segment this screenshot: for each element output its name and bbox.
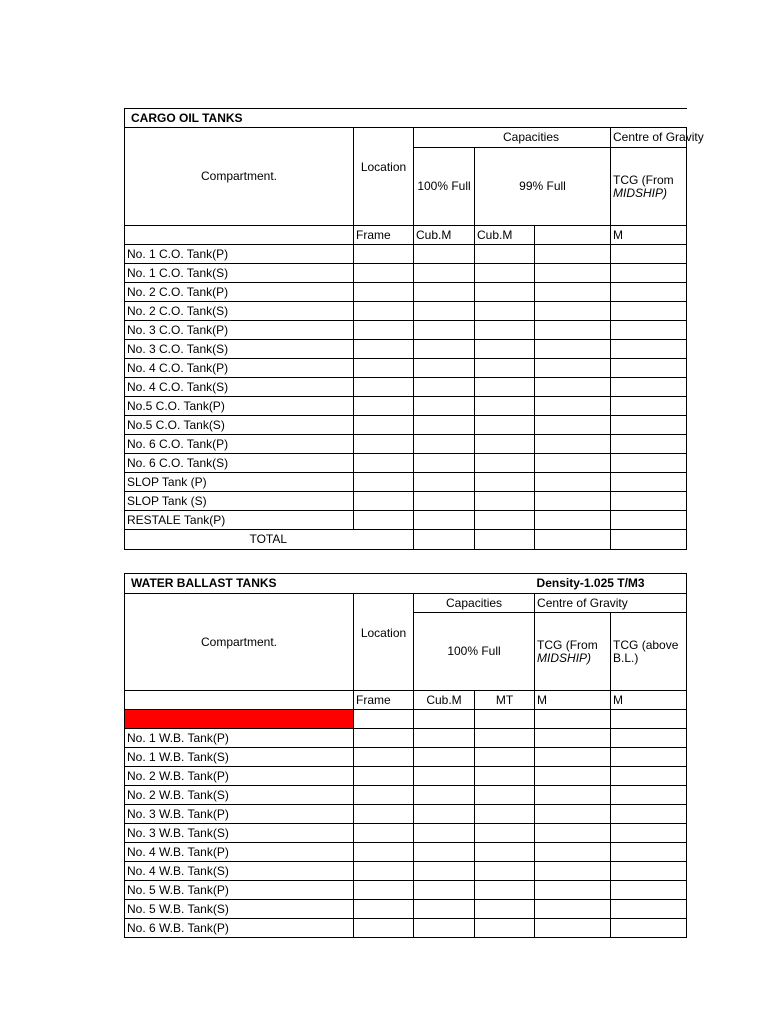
cap-cell-2[interactable] (475, 435, 535, 454)
cap-cell-2[interactable] (475, 786, 535, 805)
cg-cell-1[interactable] (535, 378, 611, 397)
cg-cell-2[interactable] (611, 805, 687, 824)
cargo-99-full-header: 99% Full (475, 148, 611, 226)
cg-cell-1[interactable] (535, 416, 611, 435)
table-row (125, 767, 687, 786)
cg-cell-1[interactable] (535, 454, 611, 473)
table-row (125, 862, 687, 881)
compartment-name: No. 6 C.O. Tank(P) (125, 435, 354, 454)
water-ballast-tanks-table (124, 573, 687, 938)
location-cell[interactable] (354, 359, 414, 378)
cap-cell-1[interactable] (414, 302, 475, 321)
cg-cell-1[interactable] (535, 302, 611, 321)
water-ballast-tanks-sheet (124, 573, 686, 938)
table-row (125, 340, 687, 359)
location-cell[interactable] (354, 881, 414, 900)
table-row (125, 805, 687, 824)
cg-cell-2[interactable] (611, 729, 687, 748)
cargo-unit-cubm-99: Cub.M (475, 226, 535, 245)
cap-cell-1[interactable] (414, 473, 475, 492)
cg-cell-2[interactable] (611, 824, 687, 843)
table-row (125, 397, 687, 416)
ballast-tcg-from-header (535, 613, 611, 691)
location-cell[interactable] (354, 473, 414, 492)
cap-cell-2[interactable] (475, 492, 535, 511)
table-row (125, 378, 687, 397)
cap-cell-2[interactable] (475, 824, 535, 843)
compartment-name: RESTALE Tank(P) (125, 511, 354, 530)
ballast-tcg-above-header: TCG (above B.L.) (611, 613, 687, 691)
cap-cell-2[interactable] (475, 511, 535, 530)
cg-cell-2[interactable] (611, 492, 687, 511)
table-row (125, 729, 687, 748)
cap-cell-1[interactable] (414, 805, 475, 824)
cg-cell-2[interactable] (611, 435, 687, 454)
table-row (125, 786, 687, 805)
ballast-100-full-header: 100% Full (414, 613, 535, 691)
cap-cell-1[interactable] (414, 245, 475, 264)
table-row (125, 473, 687, 492)
cargo-tcg-from-label: TCG (From (613, 172, 674, 187)
location-cell[interactable] (354, 919, 414, 938)
table-row (125, 492, 687, 511)
cap-cell-2[interactable] (475, 454, 535, 473)
cap-cell-1[interactable] (414, 881, 475, 900)
compartment-name: No. 2 W.B. Tank(P) (125, 767, 354, 786)
table-row (125, 435, 687, 454)
cap-cell-1[interactable] (414, 283, 475, 302)
location-cell[interactable] (354, 805, 414, 824)
compartment-name: No. 3 C.O. Tank(S) (125, 340, 354, 359)
cargo-total-location (354, 530, 414, 550)
location-cell[interactable] (354, 900, 414, 919)
location-cell[interactable] (354, 397, 414, 416)
compartment-name: No. 3 W.B. Tank(S) (125, 824, 354, 843)
cg-cell-2[interactable] (611, 862, 687, 881)
cap-cell-1[interactable] (414, 397, 475, 416)
compartment-name: No. 4 C.O. Tank(P) (125, 359, 354, 378)
cargo-unit-blank-2 (535, 226, 611, 245)
cap-cell-2[interactable] (475, 416, 535, 435)
ballast-tcg-from-label: TCG (From (537, 637, 598, 652)
cg-cell-2[interactable] (611, 264, 687, 283)
ballast-highlight-tcg-above[interactable] (611, 710, 687, 729)
location-cell[interactable] (354, 824, 414, 843)
cg-cell-1[interactable] (535, 340, 611, 359)
compartment-name: No. 3 C.O. Tank(P) (125, 321, 354, 340)
cg-cell-1[interactable] (535, 283, 611, 302)
location-cell[interactable] (354, 786, 414, 805)
cargo-capacities-header: Capacities (414, 128, 611, 148)
cg-cell-1[interactable] (535, 359, 611, 378)
cg-cell-1[interactable] (535, 862, 611, 881)
cg-cell-2[interactable] (611, 748, 687, 767)
location-cell[interactable] (354, 245, 414, 264)
table-row (125, 511, 687, 530)
ballast-rows (125, 729, 687, 938)
compartment-name: No. 5 W.B. Tank(S) (125, 900, 354, 919)
cg-cell-2[interactable] (611, 900, 687, 919)
cg-cell-2[interactable] (611, 359, 687, 378)
location-cell[interactable] (354, 264, 414, 283)
cap-cell-1[interactable] (414, 919, 475, 938)
cargo-total-label: TOTAL (125, 530, 354, 550)
table-row (125, 824, 687, 843)
cargo-total-99 (475, 530, 535, 550)
table-row (125, 748, 687, 767)
cap-cell-2[interactable] (475, 378, 535, 397)
compartment-name: No. 1 C.O. Tank(S) (125, 264, 354, 283)
cg-cell-2[interactable] (611, 881, 687, 900)
cargo-table-title: CARGO OIL TANKS (125, 109, 687, 128)
cg-cell-2[interactable] (611, 473, 687, 492)
compartment-name: SLOP Tank (P) (125, 473, 354, 492)
compartment-name: No. 1 W.B. Tank(P) (125, 729, 354, 748)
cap-cell-2[interactable] (475, 321, 535, 340)
cargo-tcg-midship-label: MIDSHIP) (613, 185, 667, 200)
cap-cell-1[interactable] (414, 824, 475, 843)
cg-cell-1[interactable] (535, 767, 611, 786)
table-row (125, 264, 687, 283)
cap-cell-1[interactable] (414, 862, 475, 881)
ballast-highlight-cell[interactable] (125, 710, 354, 729)
cargo-total-blank (535, 530, 611, 550)
compartment-name: No. 4 W.B. Tank(S) (125, 862, 354, 881)
cg-cell-1[interactable] (535, 748, 611, 767)
cg-cell-1[interactable] (535, 824, 611, 843)
cap-cell-2[interactable] (475, 340, 535, 359)
table-row (125, 416, 687, 435)
cap-cell-2[interactable] (475, 397, 535, 416)
ballast-tcg-midship-label: MIDSHIP) (537, 650, 592, 665)
ballast-highlight-location[interactable] (354, 710, 414, 729)
cg-cell-1[interactable] (535, 843, 611, 862)
compartment-name: No.5 C.O. Tank(P) (125, 397, 354, 416)
cap-cell-2[interactable] (475, 843, 535, 862)
cg-cell-1[interactable] (535, 397, 611, 416)
ballast-table-title: WATER BALLAST TANKS (125, 574, 535, 594)
cargo-unit-m: M (611, 226, 687, 245)
cg-cell-2[interactable] (611, 283, 687, 302)
cap-cell-2[interactable] (475, 862, 535, 881)
cg-cell-2[interactable] (611, 511, 687, 530)
ballast-unit-cubm: Cub.M (414, 691, 475, 710)
cargo-oil-tanks-table (124, 108, 704, 550)
cap-cell-1[interactable] (414, 435, 475, 454)
cap-cell-1[interactable] (414, 359, 475, 378)
cap-cell-2[interactable] (475, 748, 535, 767)
cap-cell-2[interactable] (475, 359, 535, 378)
table-row (125, 302, 687, 321)
cg-cell-1[interactable] (535, 511, 611, 530)
cg-cell-1[interactable] (535, 919, 611, 938)
location-cell[interactable] (354, 492, 414, 511)
cargo-unit-blank (125, 226, 354, 245)
cargo-unit-frame: Frame (354, 226, 414, 245)
location-cell[interactable] (354, 862, 414, 881)
table-row (125, 919, 687, 938)
cap-cell-2[interactable] (475, 729, 535, 748)
cap-cell-2[interactable] (475, 473, 535, 492)
compartment-name: No. 2 C.O. Tank(P) (125, 283, 354, 302)
ballast-highlight-mt[interactable] (475, 710, 535, 729)
ballast-highlight-tcg-from[interactable] (535, 710, 611, 729)
cargo-location-header: Location (354, 128, 414, 226)
ballast-unit-frame: Frame (354, 691, 414, 710)
cargo-total-tcg (611, 530, 687, 550)
ballast-compartment-header: Compartment. (125, 594, 354, 691)
cap-cell-1[interactable] (414, 378, 475, 397)
cg-cell-1[interactable] (535, 435, 611, 454)
cap-cell-2[interactable] (475, 900, 535, 919)
cg-cell-2[interactable] (611, 245, 687, 264)
cg-cell-2[interactable] (611, 843, 687, 862)
location-cell[interactable] (354, 454, 414, 473)
compartment-name: No. 2 C.O. Tank(S) (125, 302, 354, 321)
location-cell[interactable] (354, 767, 414, 786)
compartment-name: No. 2 W.B. Tank(S) (125, 786, 354, 805)
cap-cell-1[interactable] (414, 340, 475, 359)
cg-cell-1[interactable] (535, 492, 611, 511)
cap-cell-2[interactable] (475, 805, 535, 824)
cap-cell-2[interactable] (475, 302, 535, 321)
table-row (125, 283, 687, 302)
location-cell[interactable] (354, 435, 414, 454)
cg-cell-1[interactable] (535, 245, 611, 264)
cg-cell-2[interactable] (611, 302, 687, 321)
compartment-name: No. 1 W.B. Tank(S) (125, 748, 354, 767)
cg-cell-1[interactable] (535, 264, 611, 283)
location-cell[interactable] (354, 843, 414, 862)
compartment-name: SLOP Tank (S) (125, 492, 354, 511)
ballast-unit-m2: M (611, 691, 687, 710)
cargo-tcg-header (611, 148, 687, 226)
cg-cell-2[interactable] (611, 786, 687, 805)
cap-cell-1[interactable] (414, 321, 475, 340)
location-cell[interactable] (354, 340, 414, 359)
cargo-oil-tanks-sheet (124, 108, 704, 550)
table-row (125, 900, 687, 919)
cap-cell-1[interactable] (414, 767, 475, 786)
cargo-unit-cubm-100: Cub.M (414, 226, 475, 245)
cg-cell-1[interactable] (535, 321, 611, 340)
compartment-name: No. 6 C.O. Tank(S) (125, 454, 354, 473)
cap-cell-2[interactable] (475, 919, 535, 938)
table-row (125, 321, 687, 340)
cap-cell-2[interactable] (475, 245, 535, 264)
ballast-capacities-header: Capacities (414, 594, 535, 613)
cg-cell-2[interactable] (611, 378, 687, 397)
location-cell[interactable] (354, 321, 414, 340)
location-cell[interactable] (354, 729, 414, 748)
location-cell[interactable] (354, 378, 414, 397)
table-row (125, 881, 687, 900)
cg-cell-2[interactable] (611, 340, 687, 359)
ballast-density: Density-1.025 T/M3 (535, 574, 687, 594)
cg-cell-2[interactable] (611, 454, 687, 473)
location-cell[interactable] (354, 511, 414, 530)
cg-cell-1[interactable] (535, 881, 611, 900)
table-row (125, 245, 687, 264)
ballast-unit-blank (125, 691, 354, 710)
cap-cell-1[interactable] (414, 729, 475, 748)
cap-cell-1[interactable] (414, 416, 475, 435)
cap-cell-2[interactable] (475, 264, 535, 283)
cap-cell-1[interactable] (414, 748, 475, 767)
cg-cell-2[interactable] (611, 397, 687, 416)
cap-cell-1[interactable] (414, 843, 475, 862)
table-row (125, 843, 687, 862)
ballast-centre-of-gravity-header: Centre of Gravity (535, 594, 687, 613)
cap-cell-2[interactable] (475, 881, 535, 900)
ballast-highlight-cubm[interactable] (414, 710, 475, 729)
cg-cell-1[interactable] (535, 729, 611, 748)
cargo-centre-of-gravity-header: Centre of Gravity (611, 128, 687, 148)
cg-cell-2[interactable] (611, 919, 687, 938)
location-cell[interactable] (354, 283, 414, 302)
cap-cell-2[interactable] (475, 283, 535, 302)
table-row (125, 454, 687, 473)
compartment-name: No. 4 W.B. Tank(P) (125, 843, 354, 862)
location-cell[interactable] (354, 748, 414, 767)
table-row (125, 359, 687, 378)
compartment-name: No. 3 W.B. Tank(P) (125, 805, 354, 824)
cap-cell-1[interactable] (414, 264, 475, 283)
cargo-total-100 (414, 530, 475, 550)
cap-cell-1[interactable] (414, 511, 475, 530)
ballast-unit-mt: MT (475, 691, 535, 710)
cg-cell-1[interactable] (535, 786, 611, 805)
compartment-name: No. 6 W.B. Tank(P) (125, 919, 354, 938)
location-cell[interactable] (354, 416, 414, 435)
compartment-name: No.5 C.O. Tank(S) (125, 416, 354, 435)
ballast-unit-m1: M (535, 691, 611, 710)
cg-cell-1[interactable] (535, 805, 611, 824)
cg-cell-1[interactable] (535, 473, 611, 492)
ballast-location-header: Location (354, 594, 414, 691)
compartment-name: No. 1 C.O. Tank(P) (125, 245, 354, 264)
compartment-name: No. 4 C.O. Tank(S) (125, 378, 354, 397)
cg-cell-1[interactable] (535, 900, 611, 919)
cap-cell-1[interactable] (414, 454, 475, 473)
cg-cell-2[interactable] (611, 416, 687, 435)
compartment-name: No. 5 W.B. Tank(P) (125, 881, 354, 900)
cg-cell-2[interactable] (611, 321, 687, 340)
cg-cell-2[interactable] (611, 767, 687, 786)
cargo-100-full-header: 100% Full (414, 148, 475, 226)
location-cell[interactable] (354, 302, 414, 321)
cargo-rows (125, 245, 687, 530)
cargo-compartment-header: Compartment. (125, 128, 354, 226)
cap-cell-2[interactable] (475, 767, 535, 786)
cap-cell-1[interactable] (414, 492, 475, 511)
cap-cell-1[interactable] (414, 900, 475, 919)
cap-cell-1[interactable] (414, 786, 475, 805)
